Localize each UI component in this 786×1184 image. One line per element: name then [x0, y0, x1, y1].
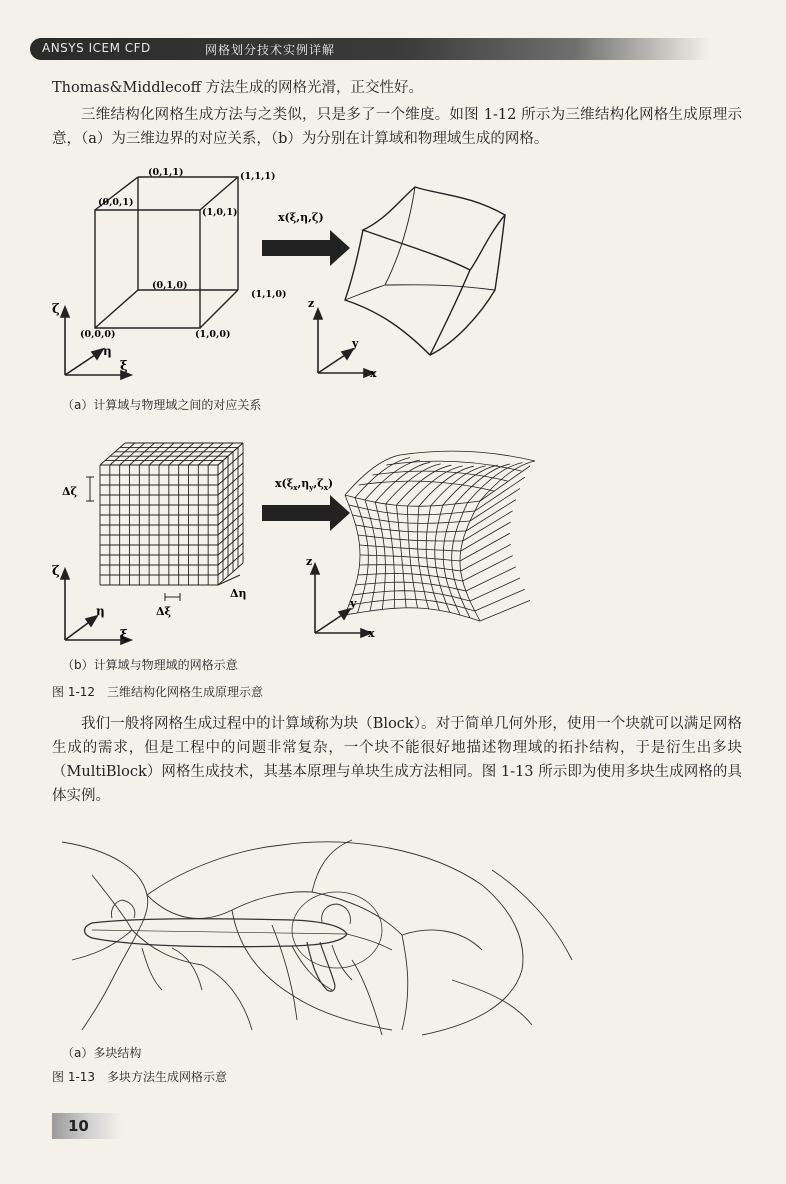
mesh-line — [475, 477, 525, 511]
mesh-line — [466, 567, 516, 591]
figure-1-13a — [52, 830, 612, 1040]
paragraph-3: 我们一般将网格生成过程中的计算域称为块（Block）。对于简单几何外形，使用一个块就可以满足网格生成的需求，但是工程中的问题非常复杂，一个块不能很好地描述物理域的拓扑结构，于是衍生出多块（MultiBlock）网格生成技术，其基本原理与单块生成方法相同。图 1-13 所示即为使用多块生成网格的具体实例。 — [52, 716, 742, 804]
grid-line — [179, 443, 204, 465]
axis-z-a: z — [308, 297, 315, 310]
mesh-line — [358, 574, 463, 582]
mesh-line — [355, 458, 410, 498]
grid-line — [218, 473, 243, 495]
running-header — [30, 38, 710, 60]
grid-line — [130, 443, 155, 465]
mesh-line — [365, 460, 420, 500]
header-series: ANSYS ICEM CFD — [42, 41, 151, 55]
axis-y-b: y — [350, 597, 357, 610]
axis-x-a: x — [370, 367, 377, 380]
grid-line — [218, 563, 243, 585]
grid-line — [169, 443, 194, 465]
axis-zeta-b: ζ — [52, 564, 60, 579]
mesh-line — [358, 535, 463, 541]
map-label-b: $x(\xi_x,\eta_y,\zeta_x)$ — [275, 477, 334, 492]
caption-1-13a: （a）多块结构 — [62, 1046, 142, 1060]
corner-111: (1,1,1) — [240, 171, 276, 182]
caption-figure-1-13: 图 1-13 多块方法生成网格示意 — [52, 1070, 228, 1084]
figure-1-12a — [40, 165, 540, 395]
grid-line — [149, 443, 174, 465]
page-number-band — [52, 1113, 122, 1139]
corner-011: (0,1,1) — [148, 167, 184, 178]
delta-eta: Δη — [230, 587, 247, 600]
caption-figure-1-12: 图 1-12 三维结构化网格生成原理示意 — [52, 685, 264, 699]
mapping-arrow-a — [262, 230, 350, 266]
grid-line — [218, 513, 243, 535]
corner-100: (1,0,0) — [195, 329, 231, 340]
mesh-line — [480, 600, 530, 621]
axis-eta-b: η — [96, 604, 105, 618]
grid-line — [218, 543, 243, 565]
grid-line — [218, 523, 243, 545]
grid-line — [218, 553, 243, 575]
mesh-line — [408, 466, 463, 506]
paragraph-2: 三维结构化网格生成方法与之类似，只是多了一个维度。如图 1-12 所示为三维结构化网格生成原理示意，（a）为三维边界的对应关系，（b）为分别在计算域和物理域生成的网格。 — [52, 107, 742, 147]
mesh-line — [466, 500, 516, 531]
grid-line — [110, 443, 135, 465]
header-book-title: 网格划分技术实例详解 — [205, 43, 336, 57]
mesh-line — [360, 545, 461, 551]
mesh-line — [386, 464, 441, 504]
grid-line — [120, 443, 145, 465]
axis-zeta-a: ζ — [52, 302, 60, 317]
mapping-arrow-b — [262, 495, 350, 531]
mesh-line — [475, 589, 525, 611]
mesh-line — [480, 466, 530, 501]
mesh-line — [470, 578, 520, 601]
grid-line — [189, 443, 214, 465]
page-number: 10 — [68, 1117, 89, 1135]
mesh-line — [463, 556, 513, 581]
grid-line — [218, 533, 243, 555]
corner-110: (1,1,0) — [251, 289, 287, 300]
corner-001: (0,0,1) — [98, 197, 134, 208]
grid-line — [218, 443, 243, 465]
mesh-line — [359, 481, 494, 491]
grid-line — [218, 483, 243, 505]
axis-y-a: y — [352, 337, 359, 350]
grid-line — [198, 443, 223, 465]
axis-xi-a: ξ — [120, 359, 128, 374]
map-label-a: x(ξ,η,ζ) — [278, 211, 324, 224]
grid-line — [208, 443, 233, 465]
grid-line — [218, 493, 243, 515]
grid-line — [218, 463, 243, 485]
caption-1-12a: （a）计算域与物理域之间的对应关系 — [62, 398, 262, 412]
figure-1-12b — [40, 435, 540, 650]
grid-line — [139, 443, 164, 465]
grid-line — [218, 503, 243, 525]
axis-eta-a: η — [103, 344, 112, 358]
corner-010: (0,1,0) — [152, 280, 188, 291]
corner-000: (0,0,0) — [80, 329, 116, 340]
mesh-line — [461, 544, 511, 571]
mesh-line — [470, 488, 520, 521]
corner-101: (1,0,1) — [202, 207, 238, 218]
mesh-line — [400, 451, 535, 461]
axis-x-b: x — [368, 627, 375, 640]
axis-xi-b: ξ — [120, 628, 128, 643]
axis-z-b: z — [306, 555, 313, 568]
paragraph-1: Thomas&Middlecoff 方法生成的网格光滑，正交性好。 — [52, 80, 424, 96]
grid-line — [159, 443, 184, 465]
delta-xi: Δξ — [156, 605, 172, 618]
grid-line — [100, 443, 125, 465]
caption-1-12b: （b）计算域与物理域的网格示意 — [62, 658, 238, 672]
delta-zeta: Δζ — [62, 485, 78, 498]
mesh-line — [360, 565, 461, 571]
mesh-line — [386, 461, 521, 471]
mesh-line — [463, 511, 513, 541]
